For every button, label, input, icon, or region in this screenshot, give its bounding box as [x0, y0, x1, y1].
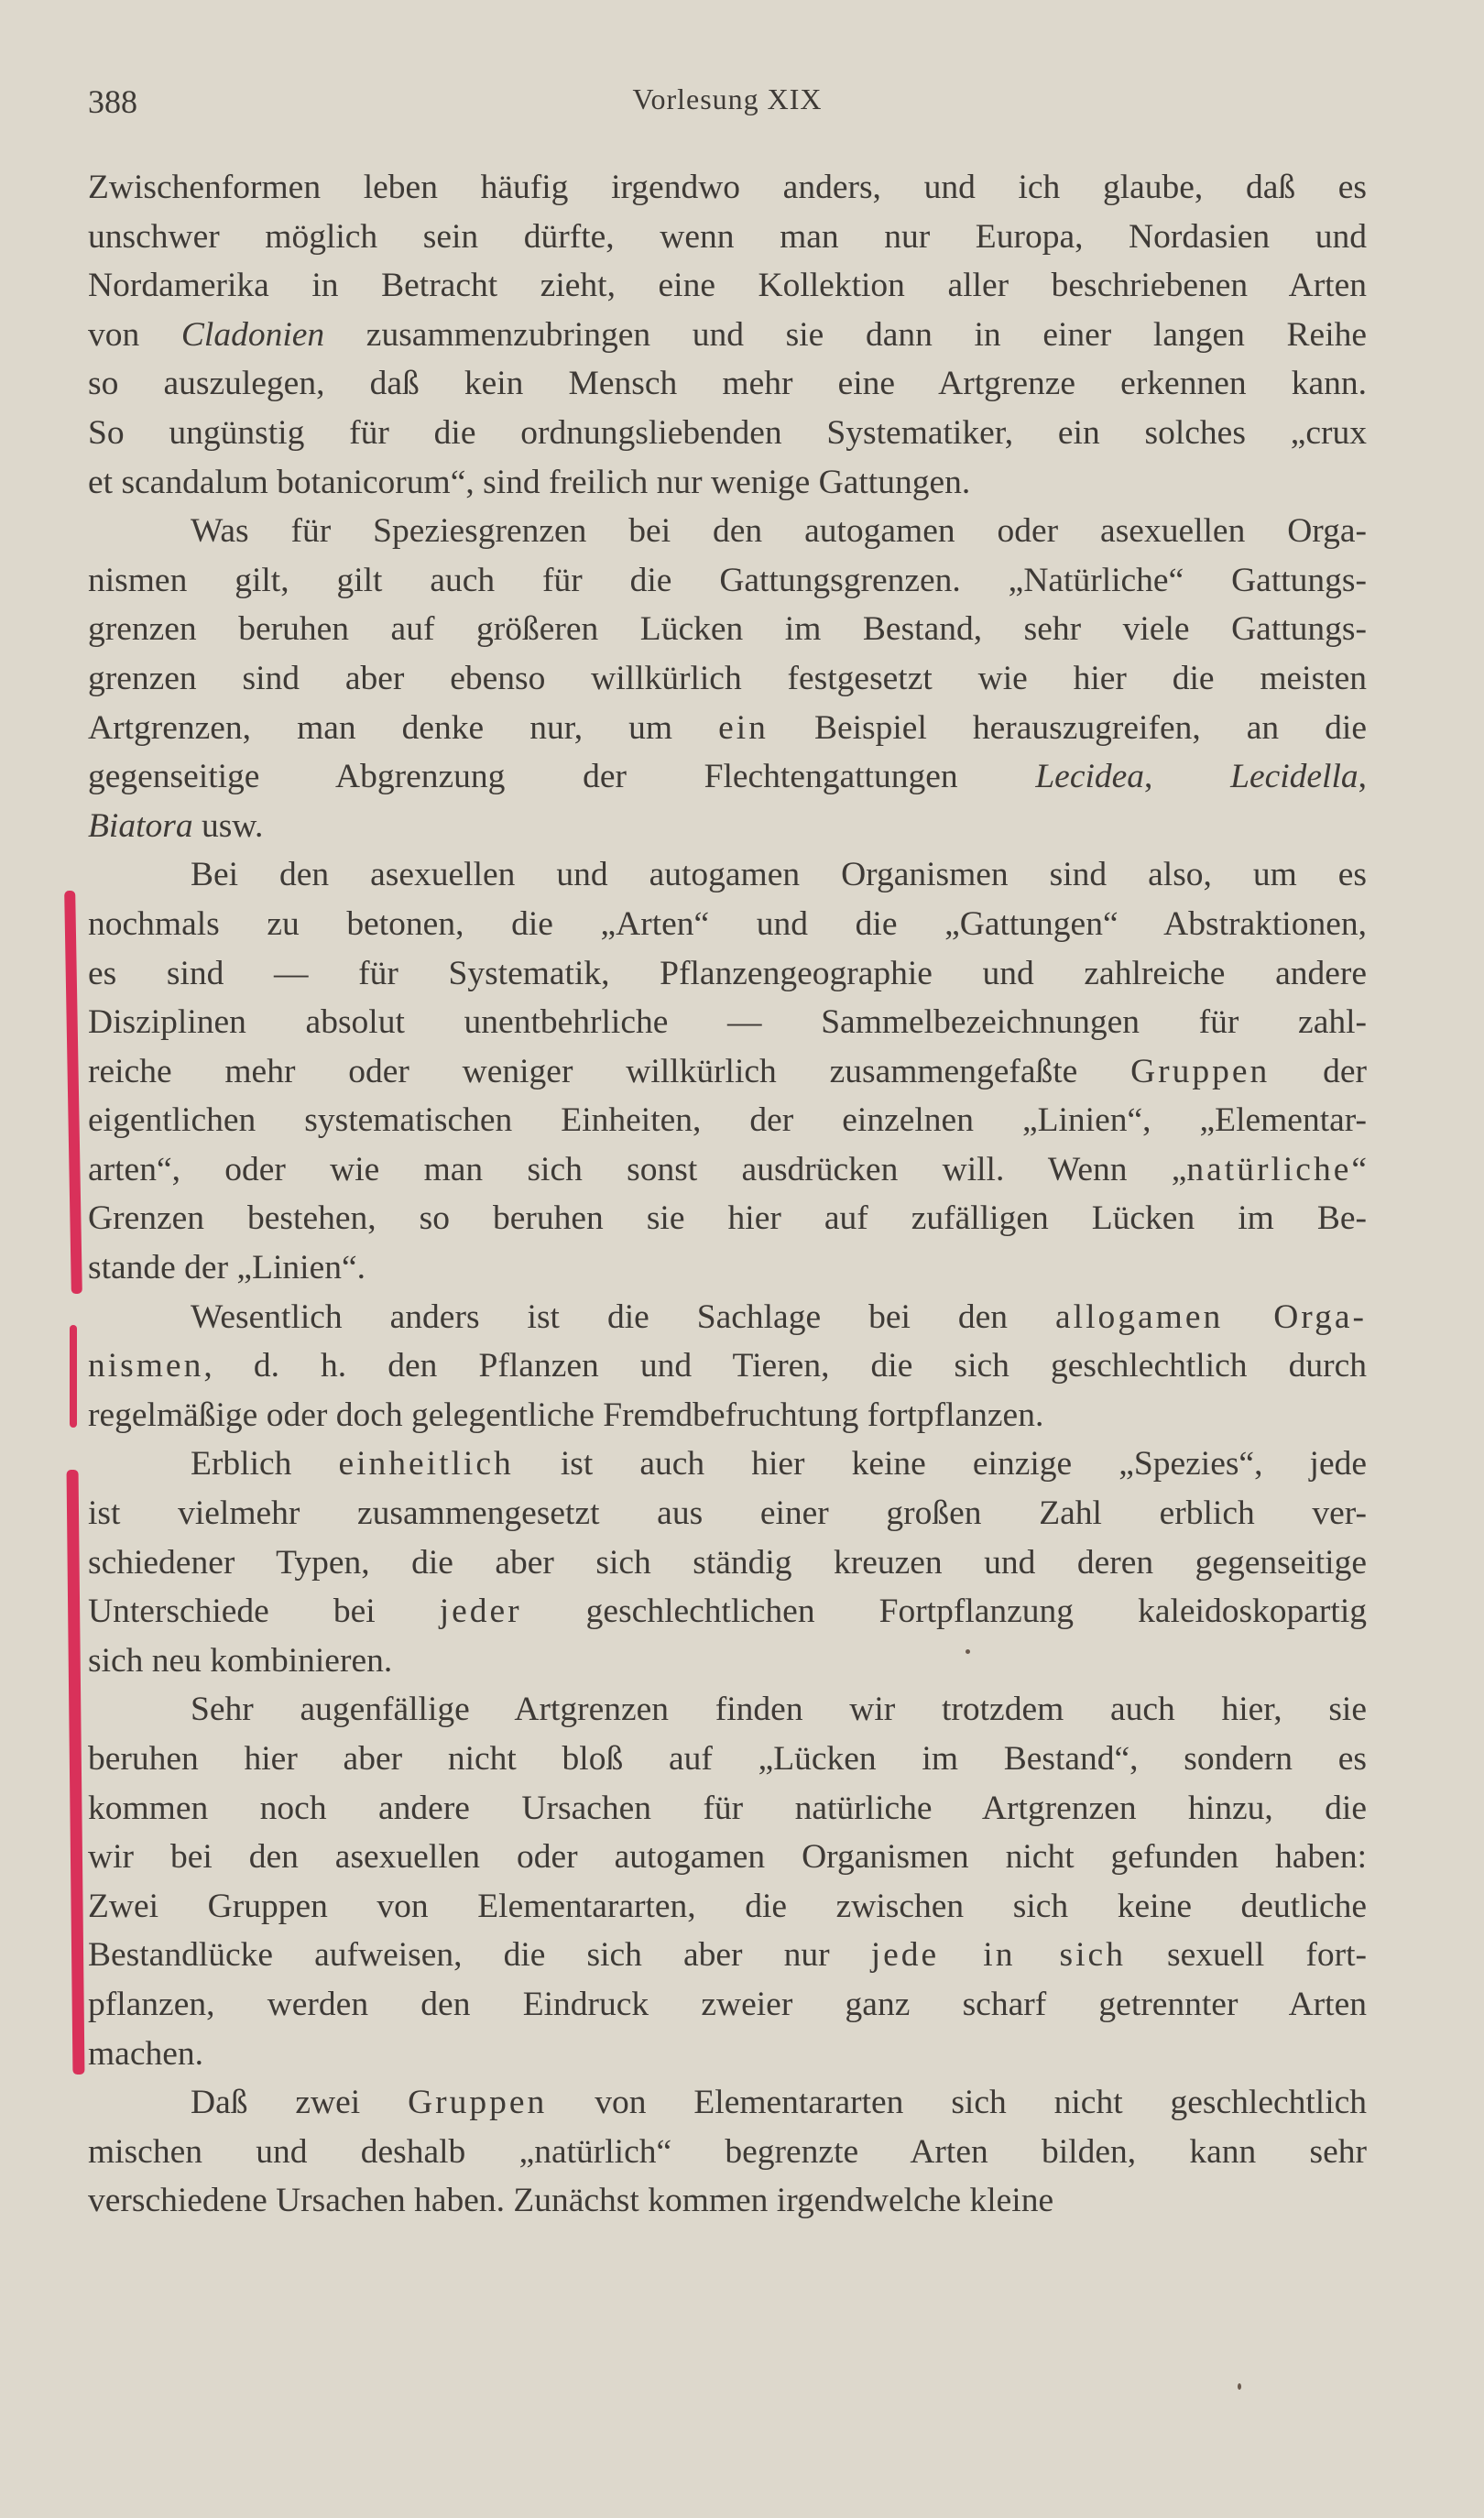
- text-run: ,: [1358, 758, 1368, 796]
- text-line: grenzen beruhen auf größeren Lücken im Bestand, sehr viele Gattungs-: [88, 610, 1367, 649]
- text-line: es sind — für Systematik, Pflanzengeographie und zahlreiche andere: [88, 954, 1367, 992]
- text-line: wir bei den asexuellen oder autogamen Organismen nicht gefunden haben:: [88, 1838, 1367, 1877]
- ink-speck: [1238, 2383, 1241, 2390]
- text-line: Disziplinen absolut unentbehrliche — Sammelbezeichnungen für zahl-: [88, 1003, 1367, 1042]
- text-run: gegenseitige Abgrenzung der Flechtengattungen: [88, 758, 1036, 796]
- italic-term: Lecidella: [1230, 758, 1359, 796]
- text-line: et scandalum botanicorum“, sind freilich nur wenige Gattungen.: [88, 463, 971, 501]
- text-line: verschiedene Ursachen haben. Zunächst kommen irgendwelche kleine: [88, 2182, 1054, 2220]
- red-margin-mark: [67, 1470, 85, 2075]
- text-line: [88, 1293, 1367, 1342]
- spaced-emphasis: natürliche: [1186, 1150, 1352, 1188]
- text-line: Sehr augenfällige Artgrenzen finden wir trotzdem auch hier, sie: [191, 1691, 1367, 1729]
- text-run: der: [1270, 1052, 1367, 1090]
- text-line: stande der „Linien“.: [88, 1249, 366, 1287]
- spaced-emphasis: nismen: [88, 1347, 204, 1385]
- text-line: Zwischenformen leben häufig irgendwo anders, und ich glaube, daß es: [88, 169, 1367, 206]
- text-line: nochmals zu betonen, die „Arten“ und die „Gattungen“ Abstraktionen,: [88, 904, 1367, 943]
- text-run: geschlechtlichen Fortpflanzung kaleidoskopartig: [521, 1593, 1368, 1631]
- text-run: zusammenzubringen und sie dann in einer langen Reihe: [324, 315, 1368, 354]
- text-line: [88, 311, 1367, 360]
- text-run: Unterschiede bei: [88, 1593, 440, 1631]
- text-line: mischen und deshalb „natürlich“ begrenzte Arten bilden, kann sehr: [88, 2132, 1367, 2171]
- text-run: ,: [1144, 758, 1231, 796]
- text-run: “: [1351, 1150, 1367, 1188]
- italic-term: Biatora: [88, 806, 193, 845]
- text-line: regelmäßige oder doch gelegentliche Fremdbefruchtung fortpflanzen.: [88, 1396, 1044, 1434]
- text-line: Grenzen bestehen, so beruhen sie hier auf zufälligen Lücken im Be-: [88, 1199, 1367, 1238]
- text-line: unschwer möglich sein dürfte, wenn man nur Europa, Nordasien und: [88, 217, 1367, 256]
- text-line: schiedener Typen, die aber sich ständig kreuzen und deren gegenseitige: [88, 1543, 1367, 1582]
- text-run: von Elementararten sich nicht geschlechtlich: [547, 2084, 1368, 2122]
- red-margin-mark: [64, 891, 82, 1294]
- text-line: [88, 1440, 1367, 1489]
- page-number: 388: [88, 83, 137, 120]
- text-run: usw.: [192, 806, 264, 845]
- italic-term: Lecidea: [1035, 758, 1145, 796]
- text-line: so auszulegen, daß kein Mensch mehr eine Artgrenze erkennen kann.: [88, 365, 1367, 403]
- text-line: [88, 1145, 1367, 1195]
- spaced-emphasis: jeder: [439, 1593, 522, 1631]
- text-line: [88, 802, 1367, 851]
- text-line: eigentlichen systematischen Einheiten, der einzelnen „Linien“, „Elementar-: [88, 1101, 1367, 1140]
- text-line: sich neu kombinieren.: [88, 1641, 393, 1680]
- spaced-emphasis: Gruppen: [408, 2084, 548, 2122]
- text-line: [88, 704, 1367, 753]
- red-margin-mark: [70, 1325, 77, 1428]
- spaced-emphasis: allogamen Orga-: [1055, 1297, 1367, 1336]
- text-line: Bei den asexuellen und autogamen Organismen sind also, um es: [191, 856, 1367, 894]
- text-line: nismen gilt, gilt auch für die Gattungsgrenzen. „Natürliche“ Gattungs-: [88, 561, 1367, 599]
- text-line: Was für Speziesgrenzen bei den autogamen oder asexuellen Orga-: [191, 512, 1367, 551]
- spaced-emphasis: einheitlich: [338, 1445, 514, 1483]
- text-run: reiche mehr oder weniger willkürlich zusammengefaßte: [88, 1052, 1131, 1090]
- text-line: So ungünstig für die ordnungsliebenden Systematiker, ein solches „crux: [88, 413, 1367, 452]
- text-line: grenzen sind aber ebenso willkürlich festgesetzt wie hier die meisten: [88, 659, 1367, 697]
- spaced-emphasis: ein: [718, 708, 769, 747]
- text-run: von: [88, 315, 181, 354]
- text-line: [88, 1587, 1367, 1637]
- text-run: , d. h. den Pflanzen und Tieren, die sich geschlechtlich durch: [203, 1347, 1367, 1385]
- text-run: Wesentlich anders ist die Sachlage bei den: [191, 1297, 1056, 1336]
- text-line: [88, 2078, 1367, 2128]
- running-head: Vorlesung XIX: [632, 82, 823, 115]
- text-body: [88, 163, 1367, 2226]
- spaced-emphasis: Gruppen: [1130, 1052, 1271, 1090]
- text-run: Bestandlücke aufweisen, die sich aber nur: [88, 1936, 871, 1975]
- spaced-emphasis: jede in sich: [870, 1936, 1126, 1975]
- text-line: beruhen hier aber nicht bloß auf „Lücken im Bestand“, sondern es: [88, 1740, 1367, 1778]
- text-run: Daß zwei: [191, 2084, 409, 2122]
- text-line: ist vielmehr zusammengesetzt aus einer großen Zahl erblich ver-: [88, 1494, 1367, 1533]
- text-line: [88, 1341, 1367, 1391]
- text-run: arten“, oder wie man sich sonst ausdrücken will. Wenn „: [88, 1150, 1187, 1188]
- text-line: Nordamerika in Betracht zieht, eine Kollektion aller beschriebenen Arten: [88, 267, 1367, 305]
- text-run: Artgrenzen, man denke nur, um: [88, 708, 719, 747]
- text-line: Zwei Gruppen von Elementararten, die zwischen sich keine deutliche: [88, 1887, 1367, 1925]
- ink-speck: [966, 1649, 970, 1654]
- text-line: [88, 1931, 1367, 1980]
- text-line: [88, 1047, 1367, 1097]
- text-run: ist auch hier keine einzige „Spezies“, jede: [513, 1445, 1367, 1483]
- italic-term: Cladonien: [180, 315, 325, 354]
- text-run: Beispiel herauszugreifen, an die: [768, 708, 1367, 747]
- text-run: Erblich: [191, 1445, 339, 1483]
- text-line: machen.: [88, 2034, 203, 2073]
- text-line: [88, 752, 1367, 802]
- text-run: sexuell fort-: [1125, 1936, 1367, 1975]
- text-line: pflanzen, werden den Eindruck zweier ganz scharf getrennter Arten: [88, 1985, 1367, 2023]
- page-header: [88, 82, 1367, 125]
- text-line: kommen noch andere Ursachen für natürliche Artgrenzen hinzu, die: [88, 1789, 1367, 1827]
